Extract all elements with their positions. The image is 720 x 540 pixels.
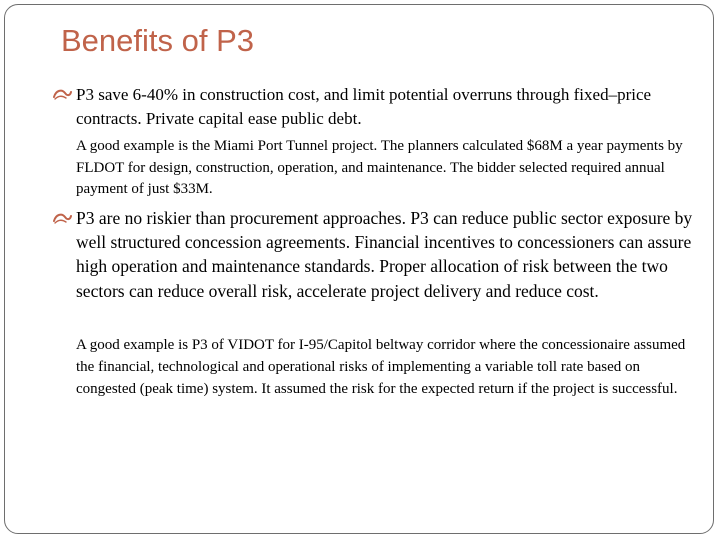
slide-title: Benefits of P3 bbox=[61, 23, 255, 58]
curl-bullet-icon bbox=[53, 88, 72, 101]
slide bbox=[4, 4, 714, 534]
bullet-row bbox=[53, 83, 693, 131]
bullet-item-2 bbox=[53, 206, 693, 303]
sub-bullet-text: A good example is the Miami Port Tunnel project. The planners calculated $68M a year payments by FLDOT for design, construction, operation, and maintenance. The bidder selected required annual payment of just $33M. bbox=[76, 138, 683, 197]
bullet-text: P3 are no riskier than procurement approaches. P3 can reduce public sector exposure by well structured concession agreements. Financial incentives to concessioners can assure high operation and maintenance standards. Proper allocation of risk between the two sectors can reduce overall risk, accelerate project delivery and reduce cost. bbox=[76, 208, 693, 301]
curl-bullet-icon bbox=[53, 212, 72, 225]
bullet-text: P3 save 6-40% in construction cost, and limit potential overruns through fixed–price contracts. Private capital ease public debt. bbox=[76, 85, 652, 128]
bullet-row bbox=[53, 206, 693, 303]
bullet-item-1 bbox=[53, 83, 693, 131]
sub-bullet-text: A good example is P3 of VIDOT for I-95/Capitol beltway corridor where the concessionaire assumed the financial, technological and operational risks of implementing a variable toll rate based on congested (peak time) system. It assumed the risk for the expected return if the project is successful. bbox=[76, 337, 686, 397]
